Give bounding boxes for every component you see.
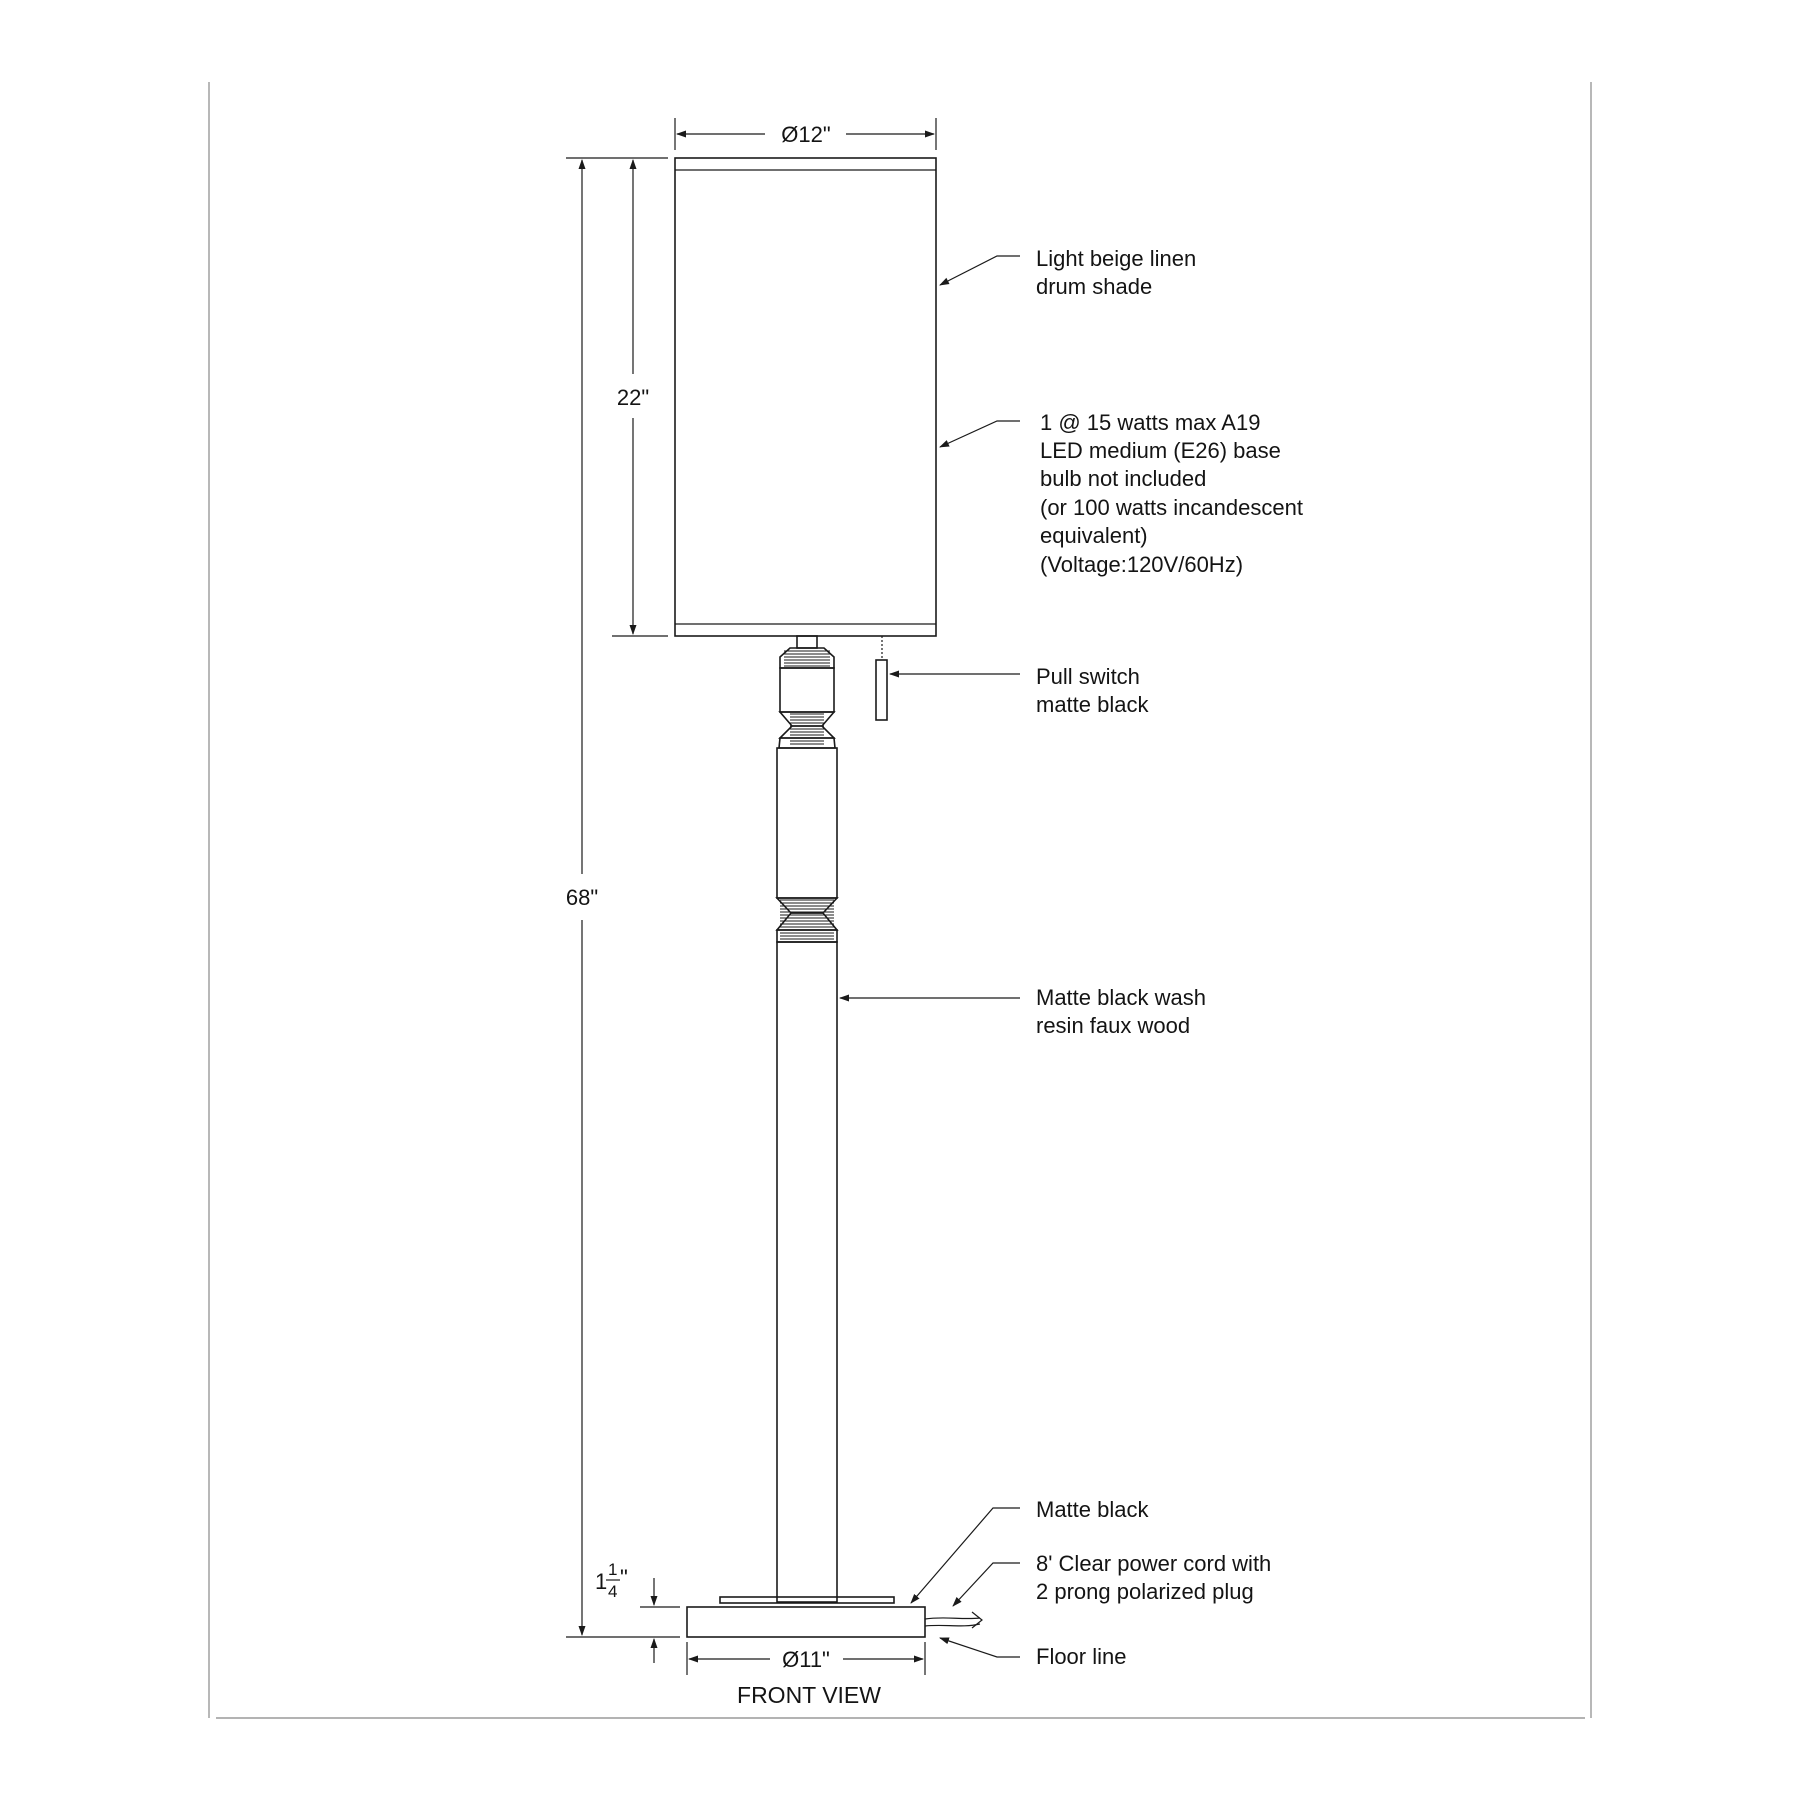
middle-column-hatch (780, 900, 834, 939)
dimension-overall-height (566, 158, 680, 1637)
callout-body (1036, 985, 1206, 1038)
callout-cord-line-2: 2 prong polarized plug (1036, 1579, 1254, 1604)
callout-bulb-line-1: 1 @ 15 watts max A19 (1040, 410, 1261, 435)
callout-floor-line-1: Floor line (1036, 1644, 1127, 1669)
overall-height-label: 68" (565, 885, 599, 910)
callout-switch-line-2: matte black (1036, 692, 1149, 717)
lower-shaft (777, 942, 837, 1602)
dimension-base-height (595, 1560, 680, 1663)
callout-body-line-1: Matte black wash (1036, 985, 1206, 1010)
base-height-denominator: 4 (608, 1582, 618, 1601)
callout-shade (1036, 246, 1196, 299)
callout-bulb-line-5: equivalent) (1040, 523, 1148, 548)
middle-column (777, 748, 837, 942)
view-title: FRONT VIEW (737, 1682, 881, 1708)
callout-floor (1036, 1644, 1126, 1669)
callout-base-finish-line-1: Matte black (1036, 1497, 1149, 1522)
lamp-base (687, 1597, 925, 1637)
base-diameter-label: Ø11" (782, 1647, 830, 1672)
callout-switch-line-1: Pull switch (1036, 664, 1140, 689)
lamp-outline (675, 158, 982, 1637)
pull-switch (876, 636, 887, 720)
top-bead-hatch (784, 651, 830, 744)
drum-shade (675, 158, 936, 636)
callout-base-finish (1036, 1497, 1149, 1522)
callout-leaders (840, 256, 1020, 1657)
callout-bulb-line-4: (or 100 watts incandescent (1040, 495, 1303, 520)
callout-bulb-line-3: bulb not included (1040, 466, 1207, 491)
callout-bulb-line-6: (Voltage:120V/60Hz) (1040, 552, 1244, 577)
top-bead (779, 648, 835, 748)
base-height-inch-mark: " (620, 1565, 628, 1590)
callout-bulb-line-2: LED medium (E26) base (1040, 438, 1281, 463)
dimension-base-diameter (687, 1642, 925, 1675)
base-height-numerator: 1 (608, 1560, 618, 1579)
callout-cord-line-1: 8' Clear power cord with (1036, 1551, 1272, 1576)
dimension-shade-diameter (675, 118, 936, 150)
base-height-whole: 1 (595, 1569, 608, 1594)
callout-shade-line-2: drum shade (1036, 274, 1153, 299)
dimension-shade-height (612, 158, 668, 636)
callout-switch (1036, 664, 1149, 717)
socket-neck (797, 636, 817, 648)
sheet-frame (209, 82, 1591, 1718)
power-cord (925, 1612, 982, 1628)
callout-bulb (1040, 410, 1303, 577)
shade-diameter-label: Ø12" (781, 122, 831, 147)
callout-body-line-2: resin faux wood (1036, 1013, 1191, 1038)
callout-shade-line-1: Light beige linen (1036, 246, 1197, 271)
shade-height-label: 22" (616, 385, 650, 410)
callout-cord (1036, 1551, 1271, 1604)
